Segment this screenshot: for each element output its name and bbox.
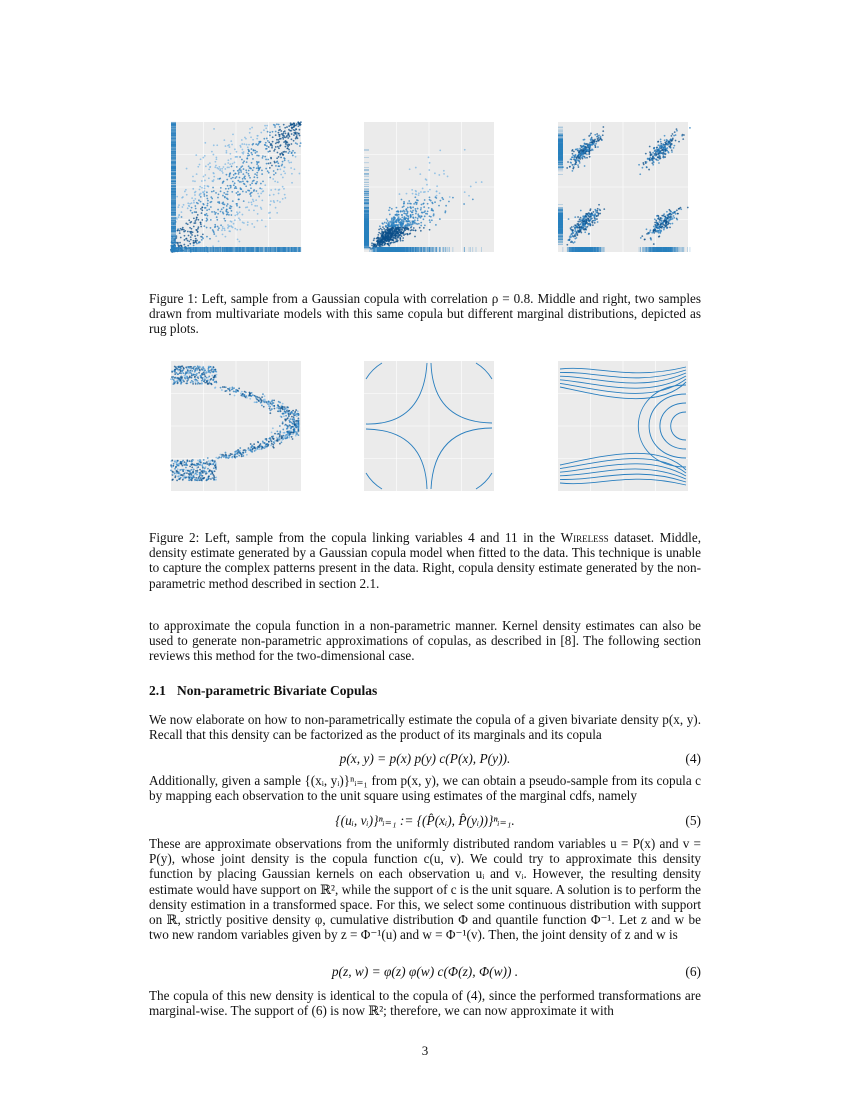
equation-5: {(uᵢ, vᵢ)}ⁿᵢ₌₁ := {(P̂(xᵢ), P̂(yᵢ))}ⁿᵢ₌₁. (5) (335, 813, 701, 828)
figure-1-left (163, 118, 305, 266)
paragraph-2: Additionally, given a sample {(xᵢ, yᵢ)}ⁿᵢ₌₁ from p(x, y), we can obtain a pseudo-sample from its copula c by mapping each observation to the unit square using estimates of the marginal cdfs, namely (149, 773, 701, 804)
gaussian-copula-density-contour (356, 357, 498, 499)
figure-1-caption: Figure 1: Left, sample from a Gaussian copula with correlation ρ = 0.8. Middle and right, two samples drawn from multivariate models with this same copula but different marginal distributions, depicted as rug plots. (149, 291, 701, 337)
wireless-copula-sample (163, 357, 305, 499)
gaussian-copula-scatter (163, 118, 305, 266)
dataset-name: Wireless (560, 530, 609, 545)
figure-2-middle (356, 357, 498, 499)
page-number: 3 (421, 1043, 429, 1058)
paragraph-1: We now elaborate on how to non-parametrically estimate the copula of a given bivariate density p(x, y). Recall that this density can be factorized as the product of its marginals and its copula (149, 712, 701, 743)
figure-2-caption: Figure 2: Left, sample from the copula linking variables 4 and 11 in the Wireless dataset. Middle, density estimate generated by a Gaussian copula model when fitted to the data. This technique is unable to capture the complex patterns present in the data. Right, copula density estimate generated by the non-parametric method described in section 2.1. (149, 530, 701, 591)
paragraph-4: The copula of this new density is identical to the copula of (4), since the performed transformations are marginal-wise. The support of (6) is now ℝ²; therefore, we can now approximate it with (149, 988, 701, 1019)
figure-2-left (163, 357, 305, 499)
figure-1-right (550, 118, 692, 266)
bimodal-marginals-scatter (550, 118, 692, 266)
figure-1-middle (356, 118, 498, 266)
nonparametric-copula-density-contour (550, 357, 692, 499)
paragraph-3: These are approximate observations from the uniformly distributed random variables u = P(x) and v = P(y), whose joint density is the copula function c(u, v). We could try to approximate this density function by placing Gaussian kernels on each observation uᵢ and vᵢ. However, the resulting density estimate would have support on ℝ², while the support of c is the unit square. A solution is to perform the density estimation in a transformed space. For this, we select some continuous distribution with support on ℝ, strictly positive density φ, cumulative distribution Φ and quantile function Φ⁻¹. Let z and w be two new random variables given by z = Φ⁻¹(u) and w = Φ⁻¹(v). Then, the joint density of z and w is (149, 836, 701, 943)
skewed-marginals-scatter (356, 118, 498, 266)
equation-6: p(z, w) = φ(z) φ(w) c(Φ(z), Φ(w)) . (6) (331, 964, 701, 979)
intro-paragraph: to approximate the copula function in a non-parametric manner. Kernel density estimates can also be used to generate non-parametric approximations of copulas, as described in [8]. The following section reviews this method for the two-dimensional case. (149, 618, 701, 664)
figure-2-right (550, 357, 692, 499)
equation-4: p(x, y) = p(x) p(y) c(P(x), P(y)). (4) (339, 751, 701, 766)
section-heading: 2.1 Non-parametric Bivariate Copulas (149, 683, 378, 698)
